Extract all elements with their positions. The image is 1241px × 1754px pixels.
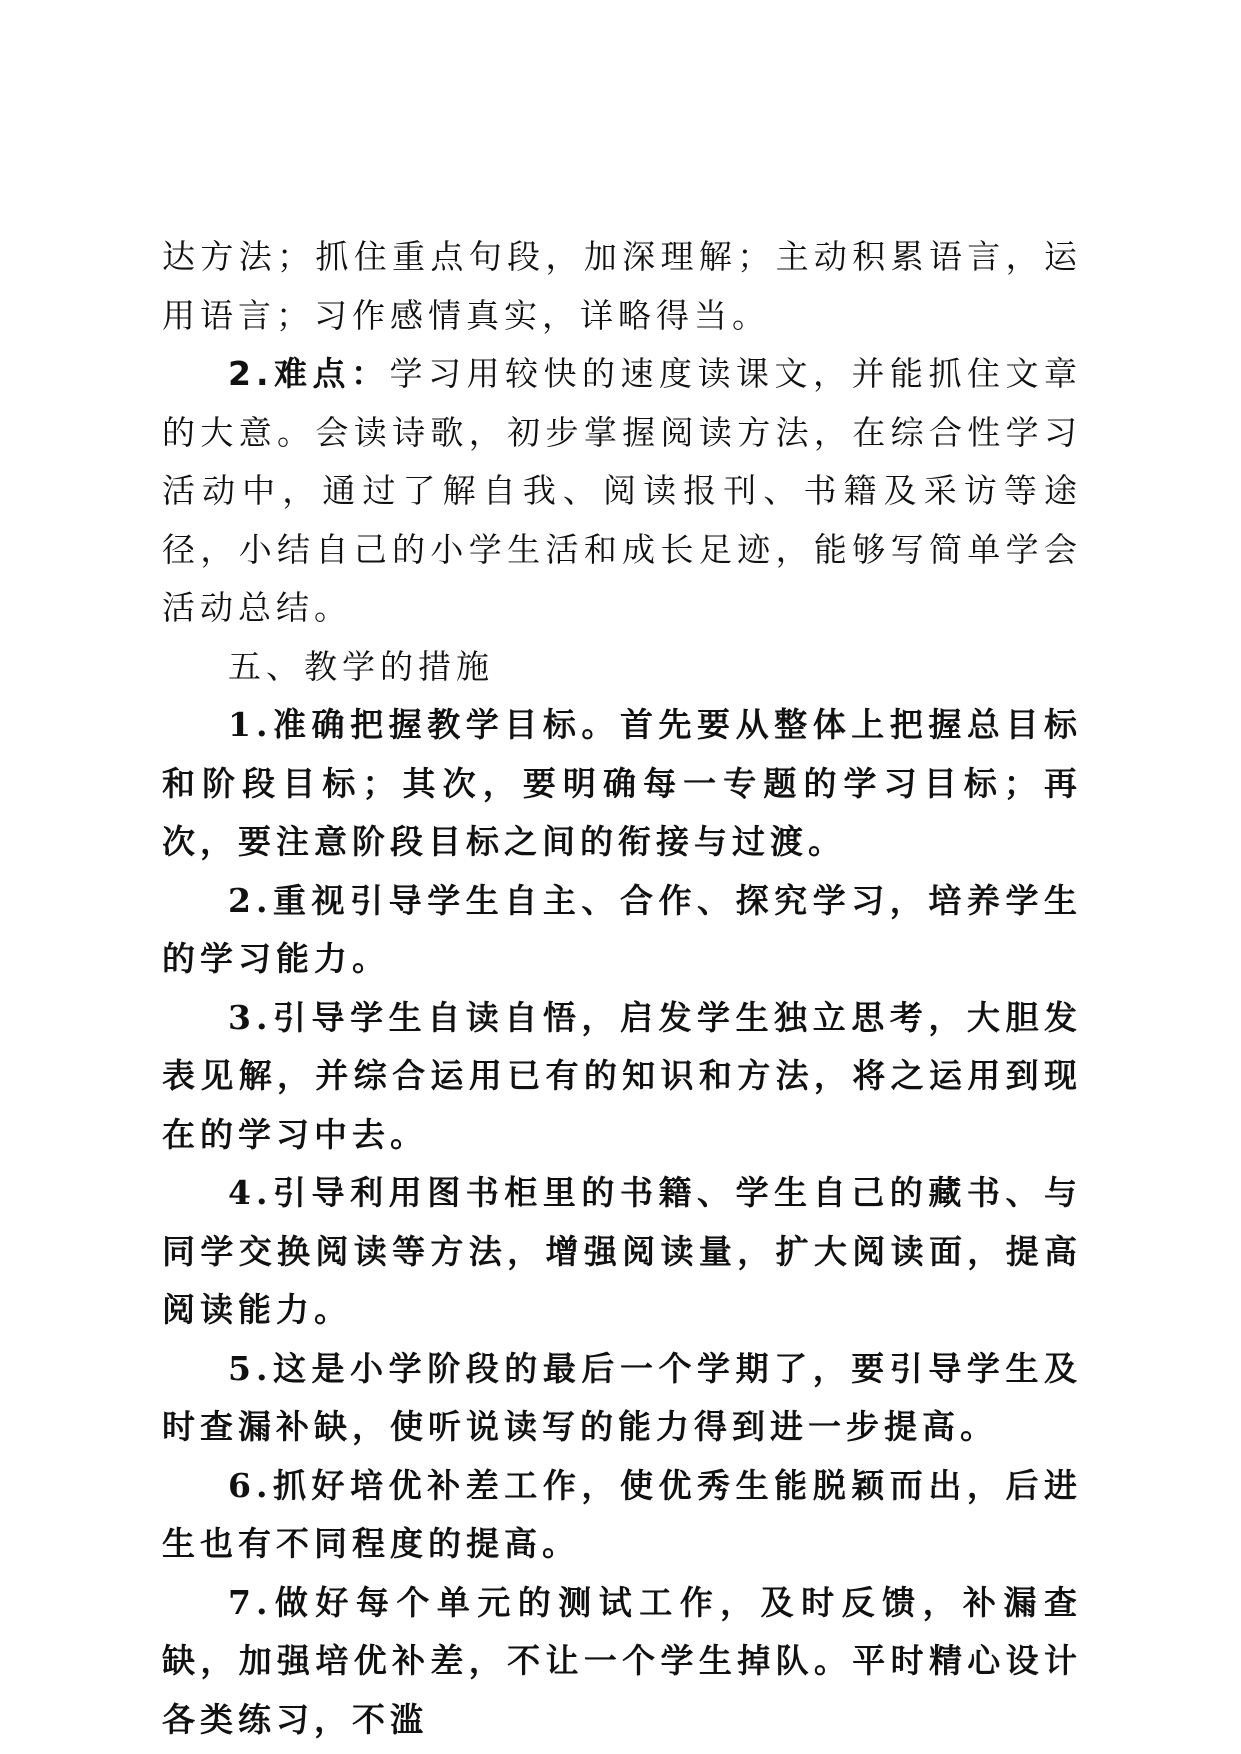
measure-item-2: 2.重视引导学生自主、合作、探究学习，培养学生的学习能力。 [162,880,1082,978]
document-body [162,228,1082,1749]
difficulty-paragraph [162,345,1082,638]
difficulty-text: 学习用较快的速度读课文，并能抓住文章的大意。会读诗歌，初步掌握阅读方法，在综合性学习活动中，通过了解自我、阅读报刊、书籍及采访等途径，小结自己的小学生活和成长足迹，能够写简单学会活动总结。 [162,354,1082,627]
section-heading: 五、教学的措施 [228,646,494,686]
measure-item-3: 3.引导学生自读自悟，启发学生独立思考，大胆发表见解，并综合运用已有的知识和方法，将之运用到现在的学习中去。 [162,997,1082,1154]
difficulty-label: 2.难点： [228,354,390,393]
measure-item-6: 6.抓好培优补差工作，使优秀生能脱颖而出，后进生也有不同程度的提高。 [162,1465,1082,1563]
measure-item-5: 5.这是小学阶段的最后一个学期了，要引导学生及时查漏补缺，使听说读写的能力得到进一步提高。 [162,1348,1082,1446]
measure-item-1: 1.准确把握教学目标。首先要从整体上把握总目标和阶段目标；其次，要明确每一专题的学习目标；再次，要注意阶段目标之间的衔接与过渡。 [162,705,1082,861]
measure-item-4: 4.引导利用图书柜里的书籍、学生自己的藏书、与同学交换阅读等方法，增强阅读量，扩大阅读面，提高阅读能力。 [162,1173,1082,1329]
measure-item-7: 7.做好每个单元的测试工作，及时反馈，补漏查缺，加强培优补差，不让一个学生掉队。平时精心设计各类练习，不滥 [162,1582,1082,1739]
continued-paragraph: 达方法；抓住重点句段，加深理解；主动积累语言，运用语言；习作感情真实，详略得当。 [162,237,1082,335]
